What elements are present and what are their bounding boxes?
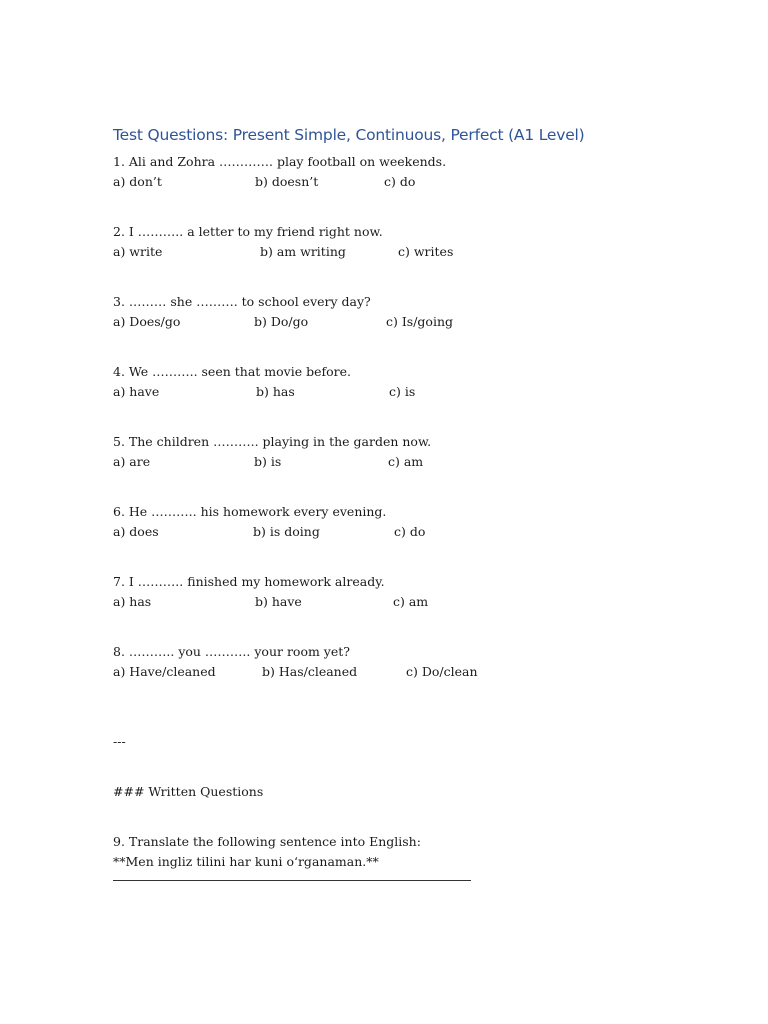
option-c: c) am — [393, 594, 429, 609]
option-b: b) am writing — [260, 244, 346, 259]
question-7 — [113, 572, 713, 642]
page-title: Test Questions: Present Simple, Continuous, Perfect (A1 Level) — [113, 126, 585, 144]
answer-options — [113, 242, 713, 262]
option-a: a) does — [113, 524, 159, 539]
question-6 — [113, 502, 713, 572]
option-b: b) Has/cleaned — [262, 664, 358, 679]
question-text: 4. We ……….. seen that movie before. — [113, 364, 351, 379]
option-c: c) am — [388, 454, 424, 469]
option-c: c) writes — [398, 244, 454, 259]
answer-line[interactable] — [113, 880, 471, 881]
question-2 — [113, 222, 713, 292]
option-b: b) doesn’t — [255, 174, 319, 189]
question-text: 6. He ……….. his homework every evening. — [113, 504, 387, 519]
question-3 — [113, 292, 713, 362]
option-b: b) has — [256, 384, 295, 399]
option-c: c) Do/clean — [406, 664, 478, 679]
sentence-to-translate: **Men ingliz tilini har kuni o‘rganaman.** — [113, 854, 379, 869]
question-text: 1. Ali and Zohra …………. play football on weekends. — [113, 154, 447, 169]
question-text: 2. I ……….. a letter to my friend right now. — [113, 224, 383, 239]
answer-options — [113, 662, 713, 682]
answer-options — [113, 382, 713, 402]
question-text: 7. I ……….. finished my homework already. — [113, 574, 385, 589]
option-c: c) do — [394, 524, 426, 539]
answer-options — [113, 172, 713, 192]
section-heading: ### Written Questions — [113, 784, 264, 799]
question-text: 9. Translate the following sentence into English: — [113, 834, 421, 849]
option-a: a) Does/go — [113, 314, 181, 329]
option-b: b) is doing — [253, 524, 320, 539]
option-a: a) are — [113, 454, 151, 469]
option-c: c) do — [384, 174, 416, 189]
option-a: a) has — [113, 594, 152, 609]
option-b: b) is — [254, 454, 282, 469]
answer-options — [113, 592, 713, 612]
option-a: a) Have/cleaned — [113, 664, 216, 679]
option-b: b) Do/go — [254, 314, 309, 329]
option-c: c) Is/going — [386, 314, 453, 329]
option-a: a) have — [113, 384, 160, 399]
answer-options — [113, 452, 713, 472]
option-a: a) write — [113, 244, 163, 259]
written-question-9 — [113, 832, 713, 881]
document-page — [113, 124, 713, 881]
answer-options — [113, 312, 713, 332]
question-text: 5. The children ……….. playing in the garden now. — [113, 434, 432, 449]
question-text: 8. ……….. you ……….. your room yet? — [113, 644, 350, 659]
question-5 — [113, 432, 713, 502]
answer-options — [113, 522, 713, 542]
separator: --- — [113, 734, 126, 749]
question-text: 3. ……… she ………. to school every day? — [113, 294, 371, 309]
question-1 — [113, 152, 713, 222]
question-4 — [113, 362, 713, 432]
question-8 — [113, 642, 713, 732]
option-a: a) don’t — [113, 174, 162, 189]
option-b: b) have — [255, 594, 302, 609]
option-c: c) is — [389, 384, 416, 399]
